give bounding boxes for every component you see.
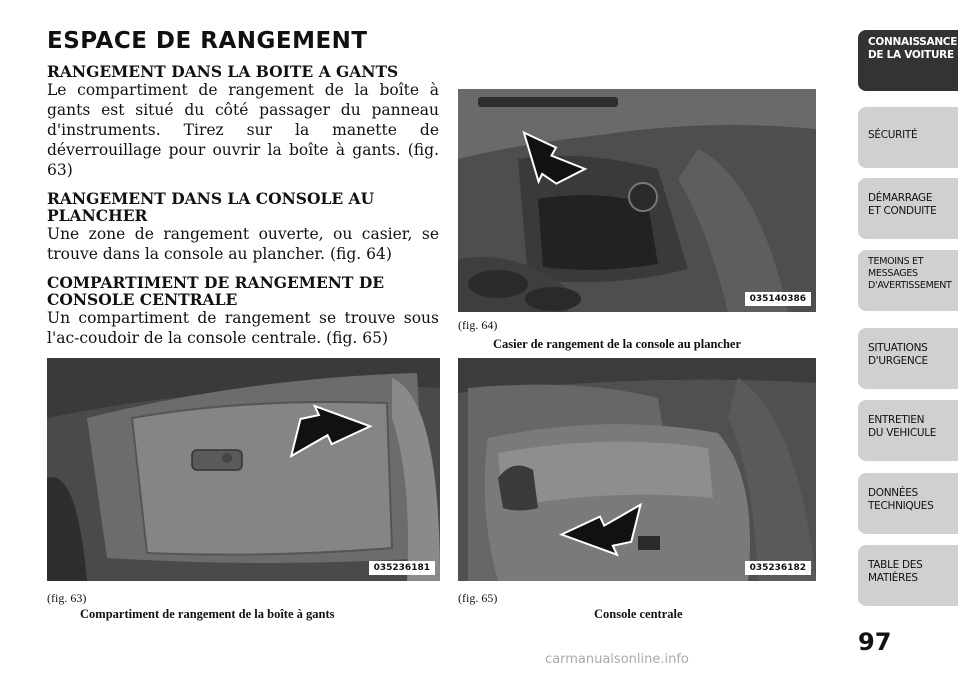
section-body-glovebox: Le compartiment de rangement de la boîte à gants est situé du côté passager du panneau d'instruments. Tirez sur la manette de déverrouillage pour ouvrir la boîte à gants. (fig. 63) xyxy=(47,81,439,179)
figure-63-label: (fig. 63) xyxy=(47,591,87,605)
figure-64-image xyxy=(458,89,816,312)
tab-donnees-techniques[interactable]: DONNÉES TECHNIQUES xyxy=(858,473,958,534)
text-column xyxy=(47,63,439,358)
tab-temoins-messages[interactable]: TEMOINS ET MESSAGES D'AVERTISSEMENT xyxy=(858,250,958,311)
figure-65-caption: Console centrale xyxy=(594,607,683,621)
figure-64-label: (fig. 64) xyxy=(458,318,498,332)
tab-entretien-vehicule[interactable]: ENTRETIEN DU VEHICULE xyxy=(858,400,958,461)
section-heading-floor-console: RANGEMENT DANS LA CONSOLE AU PLANCHER xyxy=(47,189,375,225)
section-body-floor-console: Une zone de rangement ouverte, ou casier, se trouve dans la console au plancher. (fig. 64) xyxy=(47,225,439,263)
center-console-illustration xyxy=(458,358,816,581)
section-heading-center-console: COMPARTIMENT DE RANGEMENT DE CONSOLE CENTRALE xyxy=(47,273,385,309)
tab-securite[interactable]: SÉCURITÉ xyxy=(858,107,958,168)
glovebox-illustration xyxy=(47,358,440,581)
section-heading-glovebox: RANGEMENT DANS LA BOITE A GANTS xyxy=(47,62,399,81)
tab-demarrage-conduite[interactable]: DÉMARRAGE ET CONDUITE xyxy=(858,178,958,239)
figure-64-code: 035140386 xyxy=(745,292,811,306)
page-number: 97 xyxy=(858,628,892,656)
tab-connaissance-voiture[interactable]: CONNAISSANCE DE LA VOITURE xyxy=(858,30,958,91)
figure-63-image xyxy=(47,358,440,581)
section-body-center-console: Un compartiment de rangement se trouve sous l'ac-coudoir de la console centrale. (fig. 65) xyxy=(47,309,439,347)
figure-65-label: (fig. 65) xyxy=(458,591,498,605)
figure-65-image xyxy=(458,358,816,581)
figure-64-caption: Casier de rangement de la console au plancher xyxy=(493,337,742,351)
tab-table-matieres[interactable]: TABLE DES MATIÈRES xyxy=(858,545,958,606)
figure-63-caption: Compartiment de rangement de la boîte à gants xyxy=(80,607,335,621)
figure-65-code: 035236182 xyxy=(745,561,811,575)
watermark: carmanualsonline.info xyxy=(545,652,689,667)
figure-63-code: 035236181 xyxy=(369,561,435,575)
tab-situations-urgence[interactable]: SITUATIONS D'URGENCE xyxy=(858,328,958,389)
page-title: ESPACE DE RANGEMENT xyxy=(47,28,368,54)
floor-console-illustration xyxy=(458,89,816,312)
